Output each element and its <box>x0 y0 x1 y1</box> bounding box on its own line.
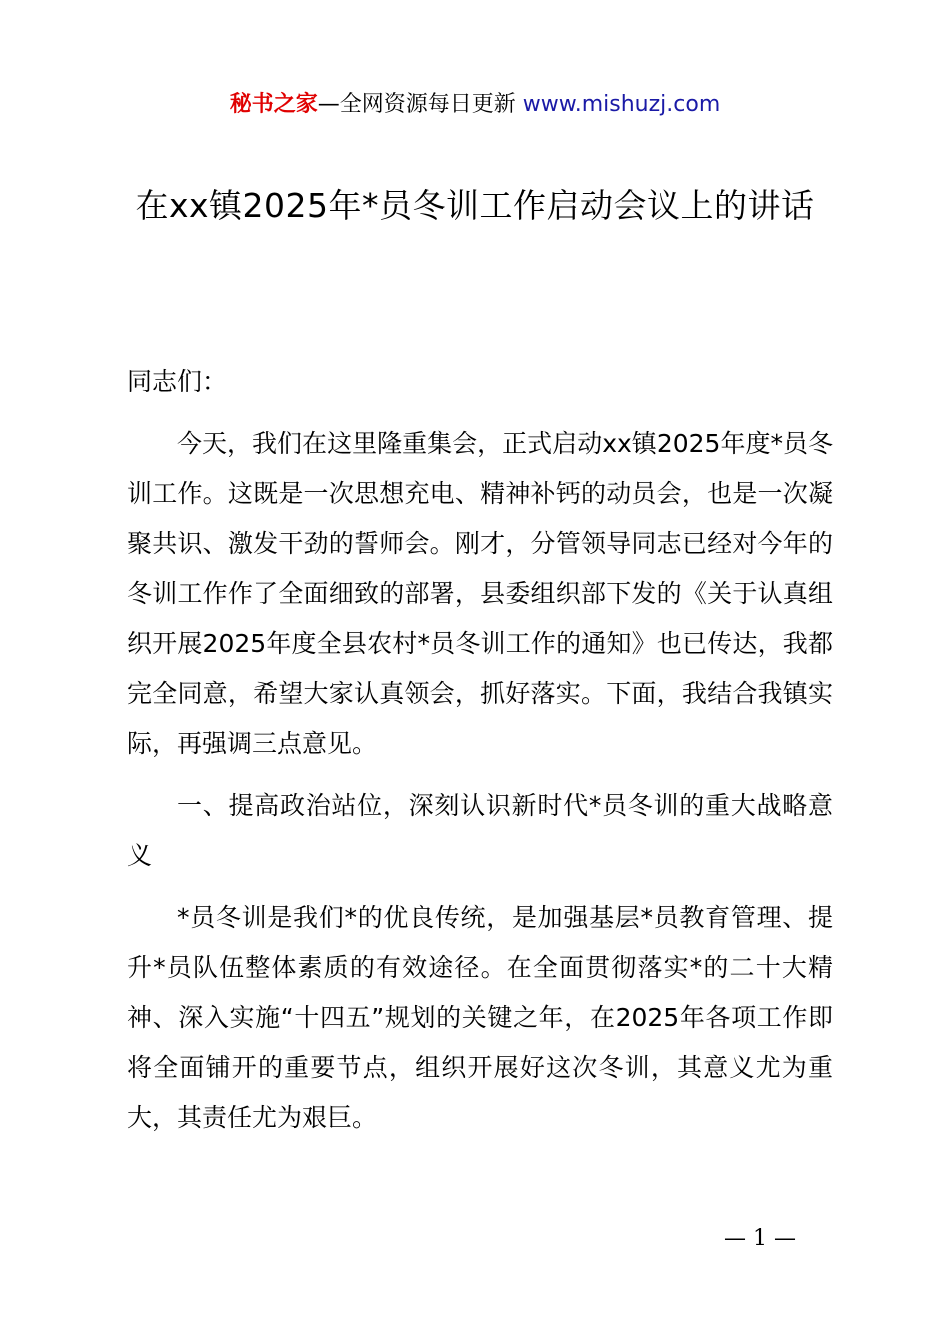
salutation: 同志们： <box>127 367 228 396</box>
header-slogan: —全网资源每日更新 <box>317 92 523 117</box>
site-url-link[interactable]: www.mishuzj.com <box>522 92 721 117</box>
page-number: — 1 — <box>724 1226 796 1251</box>
paragraph-opening: 今天，我们在这里隆重集会，正式启动xx镇2025年度*员冬训工作。这既是一次思想充电、精神补钙的动员会，也是一次凝聚共识、激发干劲的誓师会。刚才，分管领导同志已经对今年的冬训工作作了全面细致的部署，县委组织部下发的《关于认真组织开展2025年度全县农村*员冬训工作的通知》也已传达，我都完全同意，希望大家认真领会，抓好落实。下面，我结合我镇实际，再强调三点意见。 <box>127 429 833 758</box>
document-title: 在xx镇2025年*员冬训工作启动会议上的讲话 <box>135 186 815 225</box>
brand-name: 秘书之家 <box>229 92 318 117</box>
section-heading-one: 一、提高政治站位，深刻认识新时代*员冬训的重大战略意义 <box>127 791 833 870</box>
paragraph-section-one: *员冬训是我们*的优良传统，是加强基层*员教育管理、提升*员队伍整体素质的有效途径。在全面贯彻落实*的二十大精神、深入实施“十四五”规划的关键之年，在2025年各项工作即将全面铺开的重要节点，组织开展好这次冬训，其意义尤为重大，其责任尤为艰巨。 <box>127 903 833 1132</box>
site-header <box>0 88 950 122</box>
